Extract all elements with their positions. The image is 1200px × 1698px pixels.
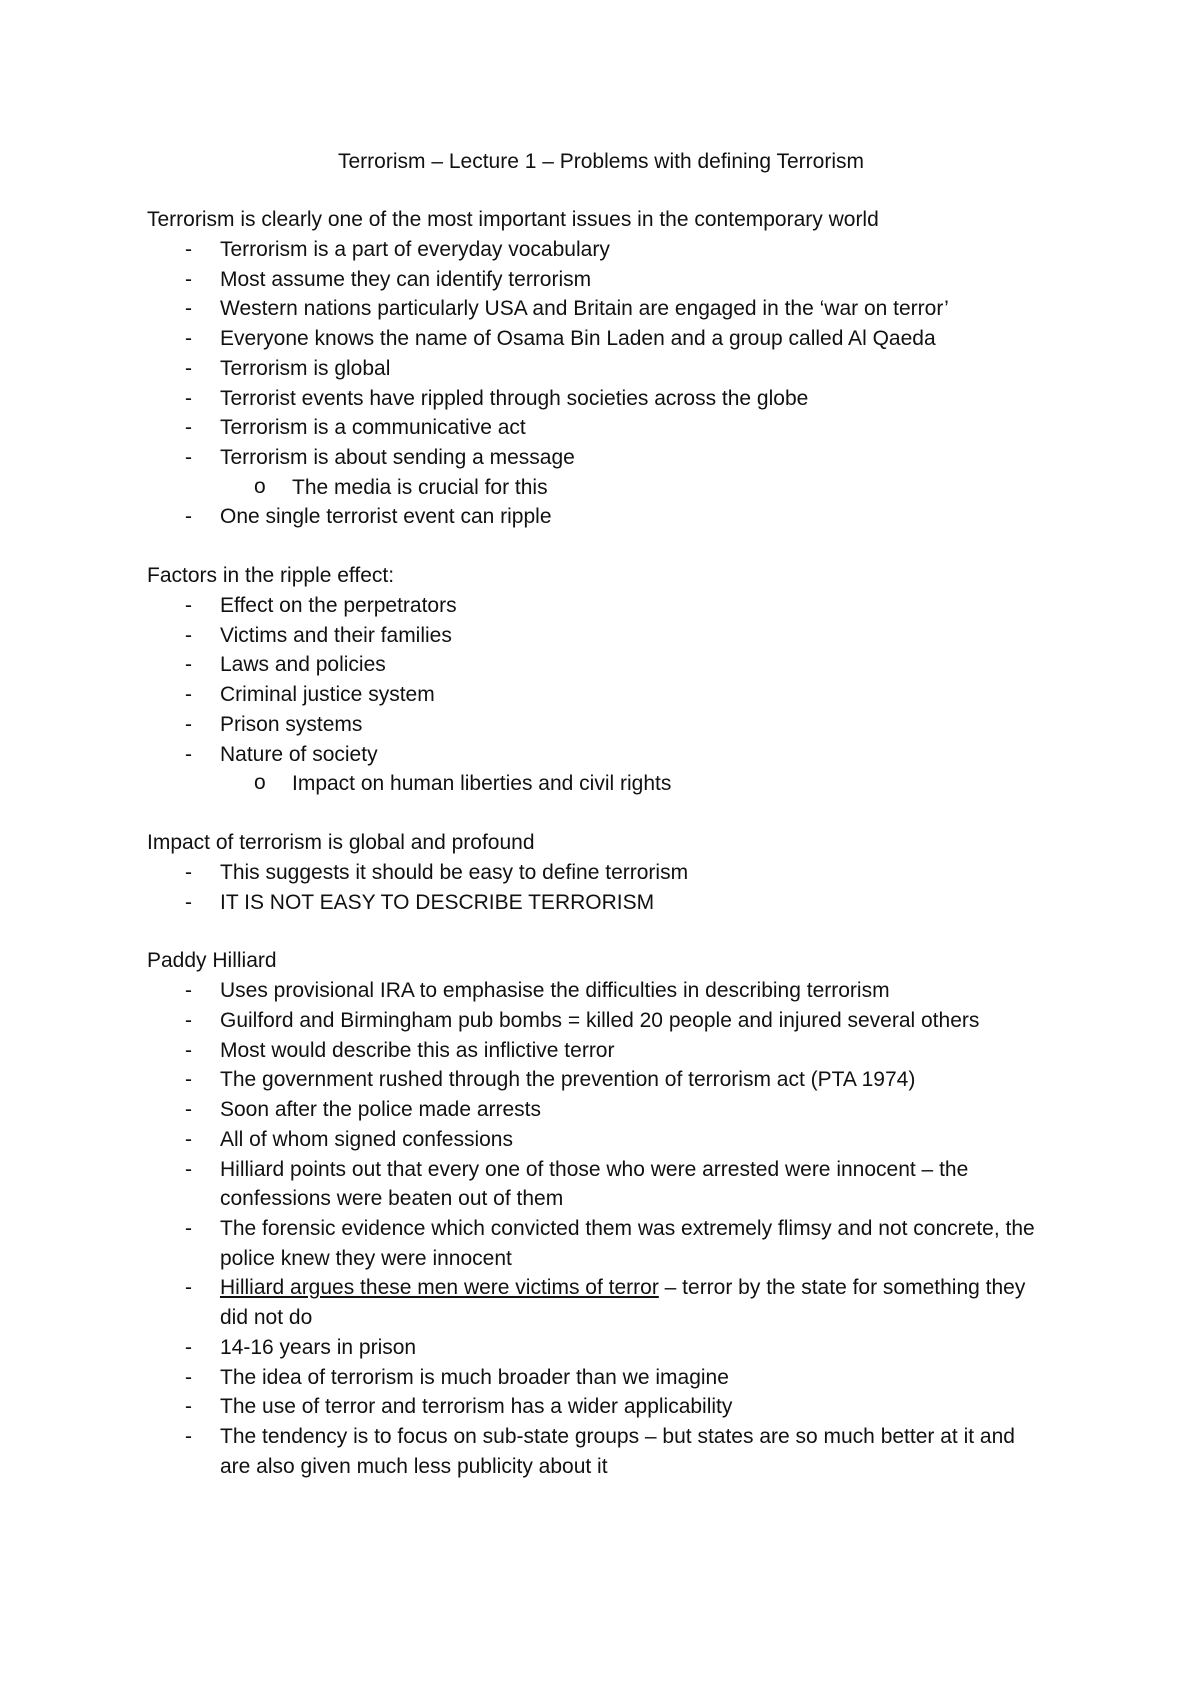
list-item-text: Western nations particularly USA and Britain are engaged in the ‘war on terror’	[220, 297, 949, 321]
list-item-text: Everyone knows the name of Osama Bin Laden and a group called Al Qaeda	[220, 327, 936, 351]
list-item	[147, 1333, 1050, 1363]
dash-bullet: -	[185, 653, 192, 677]
sub-list-container	[147, 473, 1050, 503]
list-item-text: Most assume they can identify terrorism	[220, 267, 592, 291]
list-item	[147, 621, 1050, 651]
underlined-text: Hilliard argues these men were victims of terror	[220, 1276, 659, 1300]
dash-bullet: -	[185, 1157, 192, 1181]
list-item-text: Prison systems	[220, 712, 363, 736]
list-item	[147, 265, 1050, 295]
list-item	[147, 294, 1050, 324]
list-item-text: The forensic evidence which convicted them was extremely flimsy and not concrete, the police knew they were innocent	[220, 1216, 1035, 1270]
sub-bullet-list	[220, 769, 1050, 799]
sub-list-item	[220, 473, 1050, 503]
list-item	[147, 235, 1050, 265]
list-item-text: One single terrorist event can ripple	[220, 505, 552, 529]
dash-bullet: -	[185, 416, 192, 440]
section	[147, 205, 1050, 532]
dash-bullet: -	[185, 712, 192, 736]
section	[147, 561, 1050, 799]
list-item-text: Nature of society	[220, 742, 378, 766]
sub-list-item	[220, 769, 1050, 799]
list-item-text: Terrorism is a communicative act	[220, 416, 526, 440]
list-item-text: – terror by the state for something they did not do	[220, 1276, 1026, 1330]
dash-bullet: -	[185, 1098, 192, 1122]
list-item-text: IT IS NOT EASY TO DESCRIBE TERRORISM	[220, 890, 655, 914]
list-item	[147, 1392, 1050, 1422]
section-heading: Factors in the ripple effect:	[147, 564, 395, 588]
list-item-text: All of whom signed confessions	[220, 1127, 513, 1151]
list-item	[147, 1273, 1050, 1332]
dash-bullet: -	[185, 1038, 192, 1062]
list-item-text: Most would describe this as inflictive terror	[220, 1038, 615, 1062]
list-item-text: This suggests it should be easy to define terrorism	[220, 860, 689, 884]
dash-bullet: -	[185, 267, 192, 291]
list-item	[147, 1006, 1050, 1036]
list-item	[147, 1125, 1050, 1155]
list-item-text: Victims and their families	[220, 623, 452, 647]
circle-bullet: o	[254, 474, 266, 498]
dash-bullet: -	[185, 327, 192, 351]
dash-bullet: -	[185, 505, 192, 529]
bullet-list	[147, 976, 1050, 1481]
list-item	[147, 1214, 1050, 1273]
sub-bullet-list	[220, 473, 1050, 503]
list-item	[147, 413, 1050, 443]
document-body	[147, 205, 1050, 1481]
list-item-text: Soon after the police made arrests	[220, 1098, 542, 1122]
list-item	[147, 502, 1050, 532]
dash-bullet: -	[185, 386, 192, 410]
list-item-text: The tendency is to focus on sub-state groups – but states are so much better at it and are also given much less publicity about it	[220, 1424, 1015, 1478]
document-title: Terrorism – Lecture 1 – Problems with defining Terrorism	[338, 150, 864, 173]
list-item	[147, 1036, 1050, 1066]
dash-bullet: -	[185, 1216, 192, 1240]
dash-bullet: -	[185, 1009, 192, 1033]
list-item-text: Terrorism is global	[220, 356, 391, 380]
section	[147, 828, 1050, 917]
list-item	[147, 384, 1050, 414]
list-item	[147, 324, 1050, 354]
list-item-text: Uses provisional IRA to emphasise the difficulties in describing terrorism	[220, 979, 890, 1003]
list-item	[147, 858, 1050, 888]
section-heading: Impact of terrorism is global and profound	[147, 830, 535, 854]
dash-bullet: -	[185, 742, 192, 766]
dash-bullet: -	[185, 1335, 192, 1359]
list-item-text: 14-16 years in prison	[220, 1335, 417, 1359]
dash-bullet: -	[185, 445, 192, 469]
dash-bullet: -	[185, 297, 192, 321]
dash-bullet: -	[185, 1127, 192, 1151]
list-item-text: Terrorism is a part of everyday vocabulary	[220, 238, 610, 261]
dash-bullet: -	[185, 1395, 192, 1419]
list-item	[147, 650, 1050, 680]
sub-list-item-text: Impact on human liberties and civil rights	[292, 772, 672, 796]
list-item	[147, 591, 1050, 621]
bullet-list	[147, 858, 1050, 917]
dash-bullet: -	[185, 1365, 192, 1389]
dash-bullet: -	[185, 594, 192, 618]
section-heading: Paddy Hilliard	[147, 949, 277, 973]
dash-bullet: -	[185, 860, 192, 884]
list-item	[147, 354, 1050, 384]
dash-bullet: -	[185, 683, 192, 707]
section	[147, 946, 1050, 1481]
dash-bullet: -	[185, 1068, 192, 1092]
sub-list-container	[147, 769, 1050, 799]
dash-bullet: -	[185, 890, 192, 914]
list-item-text: The idea of terrorism is much broader than we imagine	[220, 1365, 729, 1389]
list-item-text: Terrorism is about sending a message	[220, 445, 575, 469]
dash-bullet: -	[185, 1276, 192, 1300]
sub-list-item-text: The media is crucial for this	[292, 475, 548, 499]
dash-bullet: -	[185, 356, 192, 380]
list-item-text: Guilford and Birmingham pub bombs = killed 20 people and injured several others	[220, 1009, 980, 1033]
list-item	[147, 1422, 1050, 1481]
list-item	[147, 1363, 1050, 1393]
list-item	[147, 888, 1050, 918]
circle-bullet: o	[254, 771, 266, 795]
list-item	[147, 740, 1050, 770]
bullet-list	[147, 591, 1050, 799]
dash-bullet: -	[185, 623, 192, 647]
dash-bullet: -	[185, 979, 192, 1003]
list-item-text: Criminal justice system	[220, 683, 435, 707]
list-item	[147, 443, 1050, 473]
list-item-text: The government rushed through the prevention of terrorism act (PTA 1974)	[220, 1068, 916, 1092]
bullet-list	[147, 235, 1050, 532]
list-item-text: Effect on the perpetrators	[220, 594, 457, 618]
list-item	[147, 680, 1050, 710]
dash-bullet: -	[185, 238, 192, 261]
list-item-text: The use of terror and terrorism has a wider applicability	[220, 1395, 733, 1419]
section-heading: Terrorism is clearly one of the most important issues in the contemporary world	[147, 208, 879, 231]
list-item	[147, 1065, 1050, 1095]
dash-bullet: -	[185, 1424, 192, 1448]
list-item	[147, 976, 1050, 1006]
list-item-text: Terrorist events have rippled through societies across the globe	[220, 386, 809, 410]
list-item	[147, 710, 1050, 740]
list-item-text: Hilliard points out that every one of those who were arrested were innocent – the confessions were beaten out of them	[220, 1157, 969, 1211]
list-item	[147, 1095, 1050, 1125]
list-item-text: Laws and policies	[220, 653, 386, 677]
list-item	[147, 1155, 1050, 1214]
